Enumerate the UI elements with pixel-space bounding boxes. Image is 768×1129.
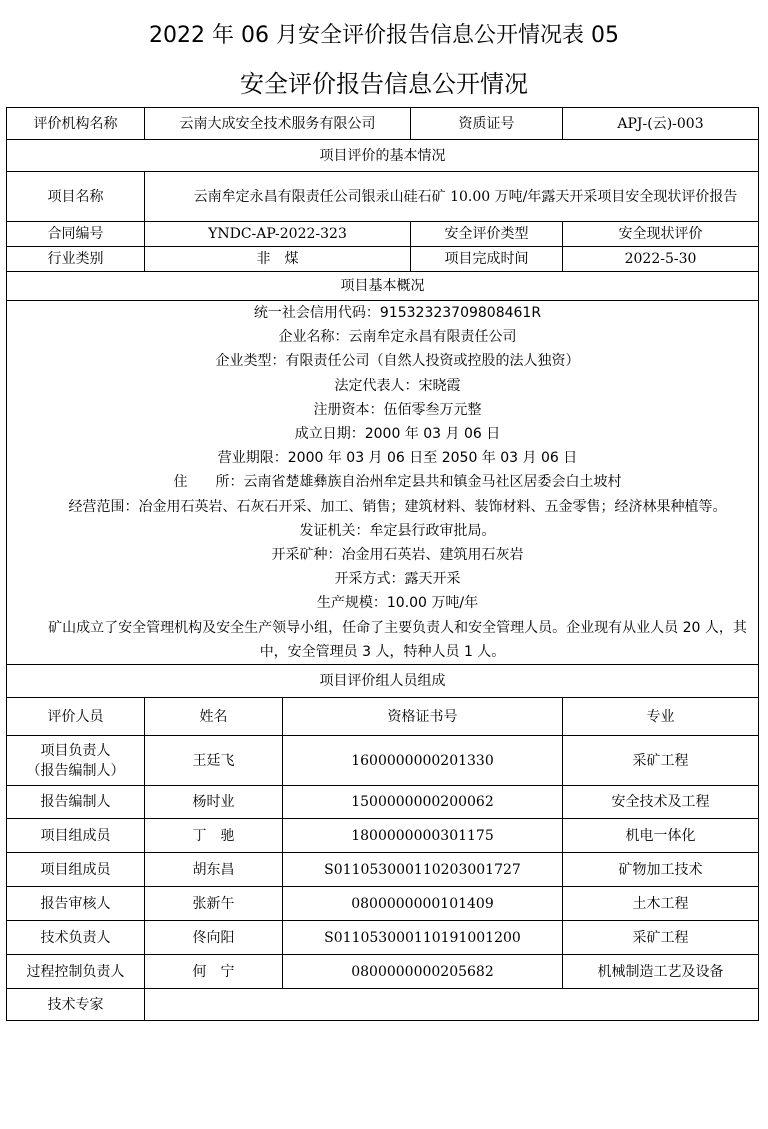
eval-type-value: 安全现状评价 bbox=[563, 222, 759, 247]
team-cert: 1600000000201330 bbox=[283, 736, 563, 786]
org-label: 评价机构名称 bbox=[7, 108, 145, 140]
overview-line: 住 所：云南省楚雄彝族自治州牟定县共和镇金马社区居委会白土坡村 bbox=[173, 474, 622, 491]
team-name: 丁 驰 bbox=[145, 819, 283, 853]
overview-line: 开采方式：露天开采 bbox=[334, 571, 461, 588]
overview-paragraph: 矿山成立了安全管理机构及安全生产领导小组，任命了主要负责人和安全管理人员。企业现有从业人员 20 人，其中，安全管理员 3 人，特种人员 1 人。 bbox=[48, 619, 747, 660]
overview-line: 企业名称：云南牟定永昌有限责任公司 bbox=[278, 329, 517, 346]
table-row bbox=[7, 921, 759, 955]
team-role: 技术负责人 bbox=[7, 921, 145, 955]
info-table bbox=[6, 107, 759, 1021]
project-name-value: 云南牟定永昌有限责任公司银汞山硅石矿 10.00 万吨/年露天开采项目安全现状评价报告 bbox=[145, 172, 759, 222]
page-subtitle: 安全评价报告信息公开情况 bbox=[240, 70, 528, 98]
team-header-role: 评价人员 bbox=[7, 698, 145, 736]
table-row bbox=[7, 819, 759, 853]
contract-value: YNDC-AP-2022-323 bbox=[145, 222, 411, 247]
team-header-major: 专业 bbox=[563, 698, 759, 736]
table-row bbox=[7, 786, 759, 819]
table-row bbox=[7, 887, 759, 921]
org-value: 云南大成安全技术服务有限公司 bbox=[145, 108, 411, 140]
industry-value: 非 煤 bbox=[145, 247, 411, 272]
overview-line: 开采矿种：冶金用石英岩、建筑用石灰岩 bbox=[271, 547, 524, 564]
team-major: 土木工程 bbox=[563, 887, 759, 921]
team-cert: S011053000110191001200 bbox=[283, 921, 563, 955]
page-title: 2022 年 06 月安全评价报告信息公开情况表 05 bbox=[149, 23, 619, 48]
section-overview-heading: 项目基本概况 bbox=[7, 272, 759, 301]
done-time-label: 项目完成时间 bbox=[411, 247, 563, 272]
team-name: 王廷飞 bbox=[145, 736, 283, 786]
team-role: 报告编制人 bbox=[7, 786, 145, 819]
team-cert: S011053000110203001727 bbox=[283, 853, 563, 887]
expert-label: 技术专家 bbox=[7, 989, 145, 1021]
industry-label: 行业类别 bbox=[7, 247, 145, 272]
overview-line: 注册资本：伍佰零叁万元整 bbox=[313, 401, 482, 418]
cert-value: APJ-(云)-003 bbox=[563, 108, 759, 140]
overview-scope: 经营范围：冶金用石英岩、石灰石开采、加工、销售；建筑材料、装饰材料、五金零售；经济林果种植等。 bbox=[68, 498, 727, 515]
team-name: 杨时业 bbox=[145, 786, 283, 819]
header-row bbox=[7, 108, 759, 140]
team-role: 过程控制负责人 bbox=[7, 955, 145, 989]
cert-label: 资质证号 bbox=[411, 108, 563, 140]
team-header-cert: 资格证书号 bbox=[283, 698, 563, 736]
team-header-name: 姓名 bbox=[145, 698, 283, 736]
team-major: 安全技术及工程 bbox=[563, 786, 759, 819]
team-name: 张新午 bbox=[145, 887, 283, 921]
section-basic-heading: 项目评价的基本情况 bbox=[7, 140, 759, 172]
team-role: 项目负责人 （报告编制人） bbox=[7, 736, 145, 786]
table-row bbox=[7, 853, 759, 887]
contract-label: 合同编号 bbox=[7, 222, 145, 247]
team-role: 项目组成员 bbox=[7, 819, 145, 853]
eval-type-label: 安全评价类型 bbox=[411, 222, 563, 247]
project-name-label: 项目名称 bbox=[7, 172, 145, 222]
team-cert: 1500000000200062 bbox=[283, 786, 563, 819]
team-cert: 1800000000301175 bbox=[283, 819, 563, 853]
table-row bbox=[7, 955, 759, 989]
overview-line: 成立日期：2000 年 03 月 06 日 bbox=[294, 426, 501, 443]
overview-line: 法定代表人：宋晓霞 bbox=[334, 377, 461, 394]
table-row bbox=[7, 736, 759, 786]
overview-line: 统一社会信用代码：91532323709808461R bbox=[253, 305, 542, 321]
overview-line: 生产规模：10.00 万吨/年 bbox=[316, 595, 479, 612]
team-name: 佟向阳 bbox=[145, 921, 283, 955]
team-role: 项目组成员 bbox=[7, 853, 145, 887]
overview-line: 发证机关：牟定县行政审批局。 bbox=[299, 522, 496, 539]
team-cert: 0800000000101409 bbox=[283, 887, 563, 921]
section-team-heading: 项目评价组人员组成 bbox=[7, 665, 759, 698]
expert-row bbox=[7, 989, 759, 1021]
team-major: 采矿工程 bbox=[563, 921, 759, 955]
team-major: 机械制造工艺及设备 bbox=[563, 955, 759, 989]
overview-cell bbox=[7, 301, 759, 665]
overview-line: 营业期限：2000 年 03 月 06 日至 2050 年 03 月 06 日 bbox=[217, 450, 578, 467]
team-header-row bbox=[7, 698, 759, 736]
team-role: 报告审核人 bbox=[7, 887, 145, 921]
team-name: 何 宁 bbox=[145, 955, 283, 989]
expert-value bbox=[145, 989, 759, 1021]
team-cert: 0800000000205682 bbox=[283, 955, 563, 989]
done-time-value: 2022-5-30 bbox=[563, 247, 759, 272]
team-major: 采矿工程 bbox=[563, 736, 759, 786]
overview-line: 企业类型：有限责任公司（自然人投资或控股的法人独资） bbox=[215, 353, 580, 370]
team-major: 机电一体化 bbox=[563, 819, 759, 853]
team-name: 胡东昌 bbox=[145, 853, 283, 887]
team-major: 矿物加工技术 bbox=[563, 853, 759, 887]
